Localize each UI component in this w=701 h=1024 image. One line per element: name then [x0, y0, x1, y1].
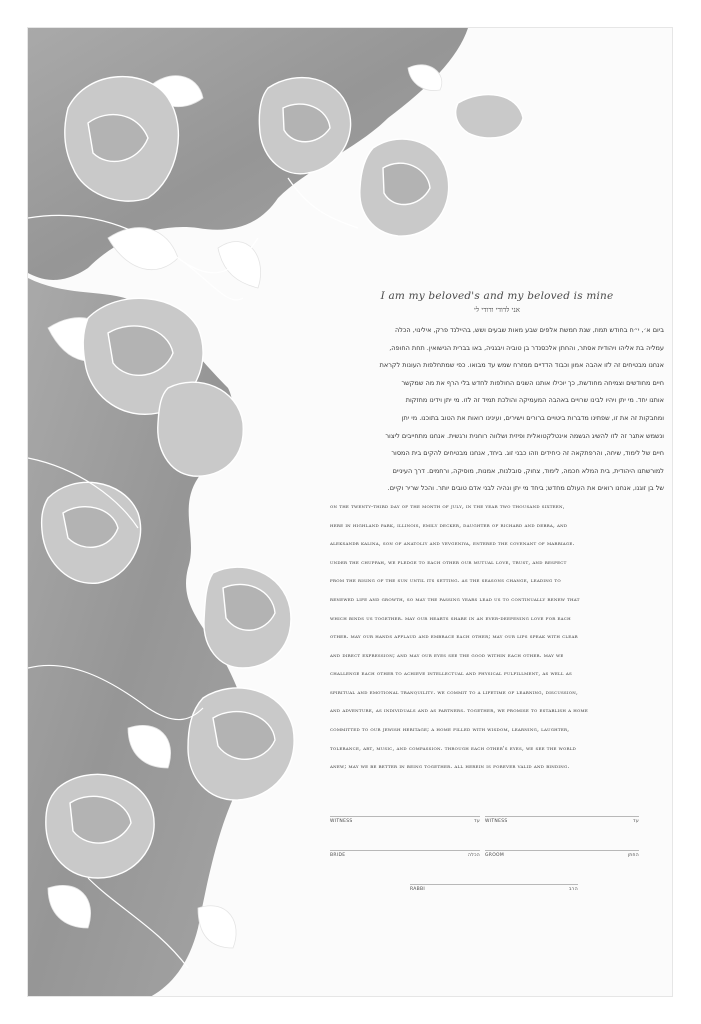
hebrew-line: ומחבקות זה את זו, שפתינו מדברות ביטויים ברורים וישירים, ועינינו רואות את הטוב בתוכנו. מי יתן [401, 413, 664, 422]
english-line: and adventure, as individuals and as partners. together, we promise to establish a home [330, 708, 589, 715]
witness-1-signature-line[interactable] [330, 816, 480, 827]
hebrew-line: אותנו יחד. מי יתן ויהיו לבינו שרויים באהבה המעמיקה והולכת תמיד זה לזו. מי יתן וידינו מחזקות [405, 396, 664, 405]
bride-signature-line[interactable] [330, 850, 480, 861]
english-line: tolerance, art, music, and compassion. through each other's eyes, we see the world [330, 745, 577, 752]
groom-label-hebrew: החתן [627, 853, 639, 858]
hebrew-text [330, 322, 664, 498]
witness-1-label: WITNESS [330, 819, 353, 824]
hebrew-line: עמליה בת אליהו ויהודית אסתר, והחתן אלכסנדר בן טוביה ויבגניה, באו בברית הנישואין. תחת החופה, [389, 343, 664, 352]
hebrew-line: למורשתנו היהודית, בית המלא חכמה, לימוד, צחוק, סובלנות, אמנות, מוסיקה, ורחמים. דרך העיניים [392, 466, 664, 475]
groom-signature-line[interactable] [485, 850, 639, 861]
ketubah-sheet [27, 27, 673, 997]
rabbi-label: RABBI [410, 887, 426, 892]
hebrew-line: חיים מחודשים וצמיחה מחודשת, כך יוכילו אותנו השנים החולפות לחדש בלי הרף את מה שמקשר [401, 378, 664, 387]
witness-2-label: WITNESS [485, 819, 508, 824]
english-line: and direct expression; and may our eyes see the good within each other. may we [330, 652, 564, 659]
hebrew-line: חיים של לימוד, שיחה, והרפתקאה זה כיחידים וזהו כבני זוג. ביחד, אנחנו מבטיחים להקים בית המסור [391, 449, 664, 458]
rabbi-signature-line[interactable] [410, 884, 578, 895]
title-hebrew: אני לדודי ודודי לי [474, 306, 520, 314]
hebrew-line: של בן זוגנו, אנחנו רואים את העולם מחדש; ביחד מי יתן ונהיה לבני אדם טובים יותר. והכל שריר וקיים. [387, 484, 664, 493]
english-text [330, 498, 664, 777]
english-line: aleksandr kalina, son of anatoliy and yevgeniya, entered the covenant of marriage. [330, 541, 575, 548]
english-line: on the twenty-third day of the month of july, in the year two thousand sixteen, [330, 503, 565, 510]
english-line: from the rising of the sun until its setting. as the seasons change, leading to [330, 578, 561, 585]
bride-label: BRIDE [330, 853, 346, 858]
title-english: I am my beloved's and my beloved is mine [380, 290, 614, 302]
witness-1-label-hebrew: עד [474, 819, 480, 824]
english-line: committed to our jewish heritage; a home filled with wisdom, learning, laughter, [330, 727, 570, 734]
english-line: renewed life and growth, so may the passing years lead us to continually renew that [330, 596, 580, 603]
hebrew-line: ביום א׳, י״ח בחודש תמוז, שנת חמשת אלפים שבע מאות שבעים ושש, בהיילנד פרק, אילינוי, הכלה [395, 326, 664, 334]
witness-2-label-hebrew: עד [633, 819, 639, 824]
hebrew-line: אנחנו מבטיחים זה לזו אהבה אמון וכבוד הדדיים ממזרח שמש עד מבואו. כפי שמתחלפות העונות לקראת [379, 361, 664, 370]
english-line: other. may our hands applaud and embrace each other; may our lips speak with clear [330, 634, 578, 641]
ketubah-text-block [330, 290, 664, 777]
bride-label-hebrew: הכלה [467, 853, 480, 858]
english-line: which binds us together. may our hearts share in an ever-deepening love for each [330, 615, 571, 622]
witness-2-signature-line[interactable] [485, 816, 639, 827]
english-line: under the chuppah, we pledge to each other our mutual love, trust, and respect [330, 559, 567, 566]
english-line: challenge each other to achieve intellectual and physical fulfillment, as well as [330, 671, 572, 678]
hebrew-line: ונשמש אתגר זה לזו להשיג הגשמה אינטלקטואלית ופיזית ושלווה רוחנית ורגשית. אנחנו מתחייבים ליצור [385, 431, 664, 440]
english-line: anew; may we be better in being together. all herein is forever valid and binding. [330, 764, 570, 771]
groom-label: GROOM [485, 853, 505, 858]
magnolia-bud-right [456, 95, 523, 138]
english-line: here in highland park, illinois, emily decker, daughter of richard and debra, and [330, 522, 568, 529]
rabbi-label-hebrew: הרב [569, 887, 578, 892]
english-line: spiritual and emotional tranquility. we commit to a lifetime of learning, discussion, [330, 689, 578, 696]
